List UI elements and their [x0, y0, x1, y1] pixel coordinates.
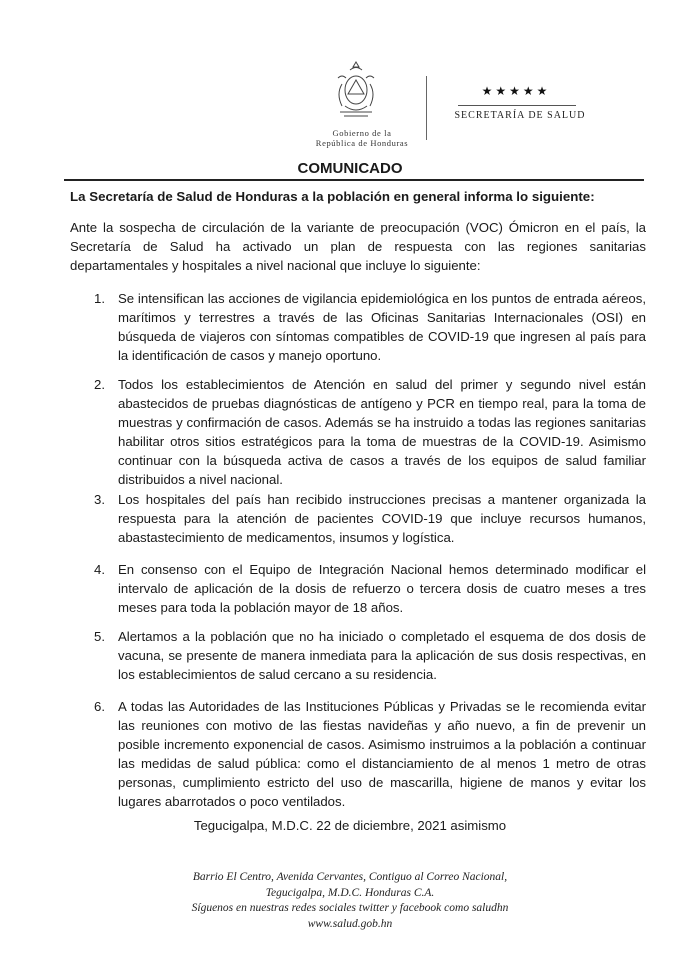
lead-sentence: La Secretaría de Salud de Honduras a la población en general informa lo siguiente:: [70, 189, 595, 204]
footer-address: [0, 870, 700, 932]
item-number: 2.: [94, 377, 105, 392]
header-divider: [426, 76, 427, 140]
item-number: 4.: [94, 562, 105, 577]
secretaria-underline: [458, 105, 576, 106]
intro-paragraph: Ante la sospecha de circulación de la variante de preocupación (VOC) Ómicron en el país, la Secretaría de Salud ha activado un plan de respuesta con las regiones sanitarias departamentales y hospitales a nivel nacional que incluye lo siguiente:: [70, 220, 646, 273]
item-number: 5.: [94, 629, 105, 644]
coat-of-arms-seal-icon: [332, 58, 380, 124]
footer-line-3: Síguenos en nuestras redes sociales twitter y facebook como saludhn: [191, 902, 509, 914]
title-rule: [64, 179, 644, 181]
list-item: [94, 697, 646, 811]
item-number: 1.: [94, 291, 105, 306]
item-number: 3.: [94, 492, 105, 507]
list-item: [94, 627, 646, 684]
item-text: Se intensifican las acciones de vigilancia epidemiológica en los puntos de entrada aéreos, marítimos y terrestres a través de las Oficinas Sanitarias Internacionales (OSI) en búsqueda de viajeros con síntomas compatibles de COVID-19 que ingresen al país para la identificación de casos y manejo oportuno.: [118, 291, 646, 363]
gov-line-1: Gobierno de la: [332, 128, 392, 138]
item-text: A todas las Autoridades de las Instituciones Públicas y Privadas se le recomienda evitar las reuniones con motivo de las fiestas navideñas y año nuevo, a fin de prevenir un posible incremento exponencial de casos. Asimismo instruimos a la población a continuar las medidas de salud pública: como el distanciamiento de al menos 1 metro de otras personas, cumplimiento estricto del uso de mascarilla, higiene de manos y evitar los lugares abarrotados o poco ventilados.: [118, 699, 646, 809]
item-text: En consenso con el Equipo de Integración Nacional hemos determinado modificar el intervalo de aplicación de la dosis de refuerzo o tercera dosis de cuatro meses a tres meses para toda la población mayor de 18 años.: [118, 562, 646, 615]
footer-line-2: Tegucigalpa, M.D.C. Honduras C.A.: [265, 886, 435, 899]
five-stars-icon: ★★★★★: [481, 84, 551, 98]
secretaria-name: SECRETARÍA DE SALUD: [454, 110, 586, 121]
list-item: [94, 560, 646, 617]
place-date-line: Tegucigalpa, M.D.C. 22 de diciembre, 2021 asimismo: [193, 818, 507, 833]
footer-line-1: Barrio El Centro, Avenida Cervantes, Contiguo al Correo Nacional,: [192, 871, 508, 883]
item-text: Todos los establecimientos de Atención en salud del primer y segundo nivel están abastecidos de pruebas diagnósticas de antígeno y PCR en tiempo real, para la toma de muestras y confirmación de casos. Además se ha instruido a todas las regiones sanitarias habilitar otros sitios estratégicos para la toma de muestras de la COVID-19. Asimismo continuar con la búsqueda activa de casos a través de los equipos de salud familiar distribuidos a nivel nacional.: [118, 377, 646, 487]
list-item: [94, 375, 646, 489]
item-number: 6.: [94, 699, 105, 714]
government-name: [300, 128, 424, 148]
document-title: COMUNICADO: [297, 160, 403, 177]
gov-line-2: República de Honduras: [315, 138, 409, 148]
item-text: Alertamos a la población que no ha iniciado o completado el esquema de dos dosis de vacuna, se presente de manera inmediata para la aplicación de sus dosis respectivas, en los establecimientos de salud cercano a su residencia.: [118, 629, 646, 682]
footer-website: www.salud.gob.hn: [307, 917, 393, 930]
list-item: [94, 490, 646, 547]
list-item: [94, 289, 646, 365]
item-text: Los hospitales del país han recibido instrucciones precisas a mantener organizada la respuesta para la atención de pacientes COVID-19 que incluye recursos humanos, abastastecimiento de medicamentos, insumos y logística.: [118, 492, 646, 545]
